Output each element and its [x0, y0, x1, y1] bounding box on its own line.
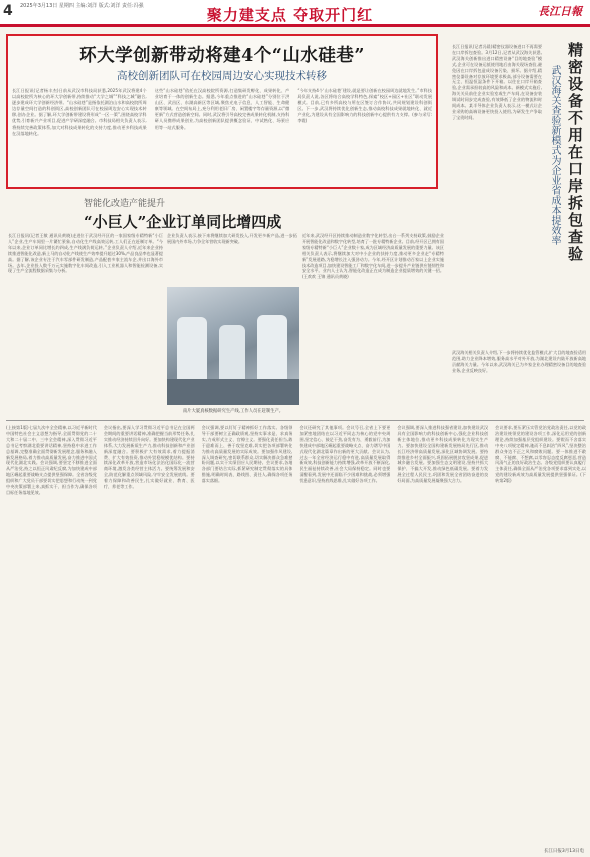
bottom-column-5: 会议强调,要深入推进科技强省建设,加快建设武汉具有全国影响力的科技创新中心,强化企业科技创新主体地位,推动更多科技成果转化为现实生产力。要加快建设全国构建新发展格局先行区,推动长江经济带高质量发展,深化区域协调发展。要持续推进乡村全面振兴,巩固拓展脱贫攻坚成果,促进城乡融合发展。要加强生态文明建设,坚持共抓大保护、不搞大开发,推动绿色低碳发展。要着力发展全过程人民民主,巩固和发展全省团结奋进的良好局面,为高质量发展凝聚强大合力。 [397, 425, 489, 484]
lead-column-2: 这些“山水硅巷”依托在汉高校院所资源,打造集研发孵化、成果转化、产业培育于一体的创新生态。据悉,今年重点推进的“山水硅巷”分别位于洪山区、武昌区、东湖高新区等区域,聚焦光电子信息、人工智能、生命健康等领域。在空间布局上,充分利用老旧厂房、闲置楼宇等存量资源,以“微更新”方式营造创新空间。同时,武汉将引导高校完善成果转化机制,支持科研人员携带成果创业,为高校创新团队提供概念验证、中试熟化、场景应用等一站式服务。 [154, 88, 290, 130]
side-article-body-2: 武汉海关相关负责人介绍,下一步将持续优化监管模式,扩大目的地查验适用范围,助力企业降本增效,服务高水平对外开放,为湖北建设内陆开放新高地贡献海关力量。今年以来,武汉海关已为多家企业办理精密设备目的地查验业务,企业反映良好。 [452, 350, 586, 373]
lead-article-box [6, 34, 438, 189]
page-header [0, 0, 590, 24]
side-article-body: 长江日报讯(记者冯晨)精密仪器设备进口不再需要在口岸拆包查验。3月12日,记者从武汉海关获悉,武汉海关创新推出进口精密设备“目的地查验”模式,企业可在设备运抵使用地后由海关现场查验,避免因在口岸拆包造成设备污染、损坏。据介绍,精密仪器设备对存放环境要求极高,部分设备需要在无尘、恒温恒湿条件下开箱。以往在口岸开箱查验,企业需承担较高的风险和成本。新模式实施后,海关关员前往企业实验室或生产车间,在设备安装调试时同步完成查验,有效降低了企业的物流和时间成本。某半导体企业负责人表示,这一模式让企业采购的高端设备更快投入使用,为研发生产争取了宝贵时间。 [452, 44, 542, 120]
bottom-column-2: 会议指出,要深入学习贯彻习近平总书记在全国两会期间的重要讲话精神,准确把握当前形势任务,扎实推动经济持续回升向好。要加快构建现代化产业体系,大力发展新质生产力,推动科技创新和产业创新深度融合。要积极扩大有效需求,着力提振消费、扩大有效投资,推动外贸稳规模优结构。要持续深化改革开放,营造市场化法治化国际化一流营商环境,激发各类经营主体活力。要统筹发展和安全,防范化解重点领域风险,守牢安全发展底线。要着力保障和改善民生,扎实做好就业、教育、医疗、养老等工作。 [103, 425, 195, 490]
production-line [167, 379, 299, 405]
story2-body-c: 近年来,武汉经开区持续推动制造业数字化转型,出台一系列支持政策,鼓励企业开展智能化改造和数字化转型,培育了一批专精特新企业。目前,经开区已拥有国家级专精特新“小巨人”企业数十家,成为区域经济高质量发展的重要力量。该区相关负责人表示,将继续加大对中小企业的扶持力度,推动更多企业走“专精特新”发展道路,为稳增长注入强劲动力。今年,经开区计划推动百家以上企业实施技术改造项目,加快建设智能工厂和数字化车间,进一步提升产业链供应链韧性和安全水平。业内人士认为,智能化改造正在成为制造企业提质增效的关键一招。(王欢欢 王锦 通讯员黄晓) [302, 233, 444, 280]
page-number: 4 [3, 3, 13, 19]
lead-column-1: 长江日报讯(记者杨丰杰)日前从武汉市科技局获悉,2025年武汉将建4个以高校院所为核心的环大学创新带,持续推动“大学之城”“科技之城”融合,逐步建成环大学创新经济带。“山水硅巷”是指依托湖泊山水和高校院所周边存量空间打造的科创街区,高校创新团队可在校园周边安心实现技术转移,创办企业。据了解,环大学创新带建设将形成“一区一策”,围绕高校学科优势,引育新兴产业项目,促进产学研深度融合。市科技局相关负责人表示,将持续完善政策体系,加大对科技成果转化的支持力度,推动更多科技成果在汉落地转化。 [12, 88, 147, 136]
lead-headline: 环大学创新带动将建4个“山水硅巷” [79, 46, 365, 66]
bottom-column-4: 会议还研究了其他事项。会议号召,全省上下要更加紧密地团结在以习近平同志为核心的党中央周围,坚定信心、鼓足干劲,奋发有为、勇毅前行,为加快建成中部地区崛起重要战略支点、奋力谱写中国式现代化湖北篇章作出新的更大贡献。会议认为,过去一年全省经济运行稳中有进,高质量发展取得新成效,科技创新能力持续增强,改革开放不断深化,民生福祉持续改善,社会大局保持稳定。同时也要清醒看到,发展中还面临不少困难和挑战,必须增强忧患意识,坚持底线思维,扎实做好各项工作。 [299, 425, 391, 484]
header-rule [0, 24, 590, 27]
bottom-column-1: (上接第1版)七届九次中全会精神,以习近平新时代中国特色社会主义思想为指导,全面贯彻党的二十大和二十届二中、三中全会精神,深入贯彻习近平总书记考察湖北重要讲话精神,坚持稳中求进工作总基调,完整准确全面贯彻新发展理念,服务和融入新发展格局,着力推动高质量发展,奋力推进中国式现代化湖北实践。会议强调,要坚定不移推进全面从严治党,持之以恒正风肃纪反腐,为加快建成中部地区崛起重要战略支点提供坚强保障。全省各级党组织和广大党员干部要切实把思想和行动统一到党中央决策部署上来,真抓实干、担当作为,确保各项目标任务落地见效。 [6, 425, 97, 495]
newspaper-brand: 長江日報 [538, 5, 582, 18]
lead-subheadline: 高校创新团队可在校园周边安心实现技术转移 [117, 70, 327, 82]
factory-photo [167, 287, 299, 405]
side-headline: 精密设备不用在口岸拆包查验 [566, 42, 584, 263]
page-slogan: 聚力建支点 夺取开门红 [206, 6, 374, 24]
page-footer: 长江日报3月13日电 [543, 849, 584, 854]
story2-body-b: 企业负责人表示,接下来将继续加大研发投入,开发更多新产品,进一步拓展国内外市场,力争全年营收实现新突破。 [167, 233, 297, 244]
worker-figure [177, 317, 207, 387]
bottom-article [6, 425, 586, 845]
side-subheadline: 武汉海关查验新模式为企业省成本提效率 [549, 65, 560, 245]
story2-headline: “小巨人”企业订单同比增四成 [84, 213, 282, 231]
bottom-column-3: 会议强调,要以钉钉子精神抓好工作落实。各级领导干部要树立正确政绩观,坚持实事求是、求真务实,力戒形式主义、官僚主义。要强化责任担当,敢于迎难而上、善于攻坚克难,切实把各项部署转化为推动高质量发展的实际成效。要加强作风建设,深入调查研究,密切联系群众,切实解决群众急难愁盼问题,以实干实绩回应人民期待。会议要求,各地各部门要结合实际,抓紧研究制定贯彻落实的具体措施,明确时间表、路线图、责任人,确保各项任务落实落细。 [201, 425, 293, 484]
story2-kicker: 智能化改造产能提升 [84, 199, 166, 209]
lead-column-3: “今年支持4个‘山水硅巷’建设,就是要让创新在校园周边就地发生。”市科技局负责人说,各区将结合高校学科特色,探索“校区+园区+社区”联动发展模式。目前,已有多所高校与所在区签订合作协议,共同规划建设科创街区。下一步,武汉将持续优化创新生态,推动高校科技成果就地转化、就近产业化,为建设具有全国影响力的科技创新中心提供有力支撑。(参与采写:李霞) [297, 88, 433, 124]
worker-figure [257, 315, 287, 389]
story2-body: 长江日报讯(记者王敏 通讯员黄晓)走进位于武汉经开区的一家国家级专精特新“小巨人”企业,生产车间里一片繁忙景象,自动化生产线高效运转,工人们正在赶制订单。“今年以来,企业订单同比增长约四成,生产线满负荷运转。”企业负责人介绍,近年来企业持续推进智能化改造,新上马的自动化产线使生产效率提升超过30%,产品良品率也显著提高。据了解,该企业专注于汽车零部件研发制造,产品配套多家主流车企,并出口海外市场。去年,企业投入数千万元实施数字化车间改造,引入工业机器人和智能检测设备,实现了生产全流程数据采集与分析。 [8, 233, 163, 274]
date-line: 2025年3月13日 星期四 主编:刘洋 版式:刘洋 责任:冯强 [20, 3, 144, 9]
bottom-column-6: 会议要求,要压紧压实管党治党政治责任,以党的政治建设统领党的建设各项工作,深化运用党的创新理论,持续加强基层党组织建设。要锲而不舍落实中央八项规定精神,驰而不息纠治“四风”,坚决整治群众身边不正之风和腐败问题。要一体推进不敢腐、不能腐、不想腐,以零容忍态度反腐惩恶,营造风清气正的良好政治生态。各级党组织要认真履行主体责任,确保全面从严治党各项要求落到实处,以党的建设新成效为高质量发展提供坚强保证。(下转第2版) [495, 425, 586, 484]
lead-body [12, 88, 432, 187]
photo-caption: 南片大厦真核数据研究生产线,工作人员在赶制生产。 [182, 409, 284, 414]
section-divider [6, 420, 584, 421]
